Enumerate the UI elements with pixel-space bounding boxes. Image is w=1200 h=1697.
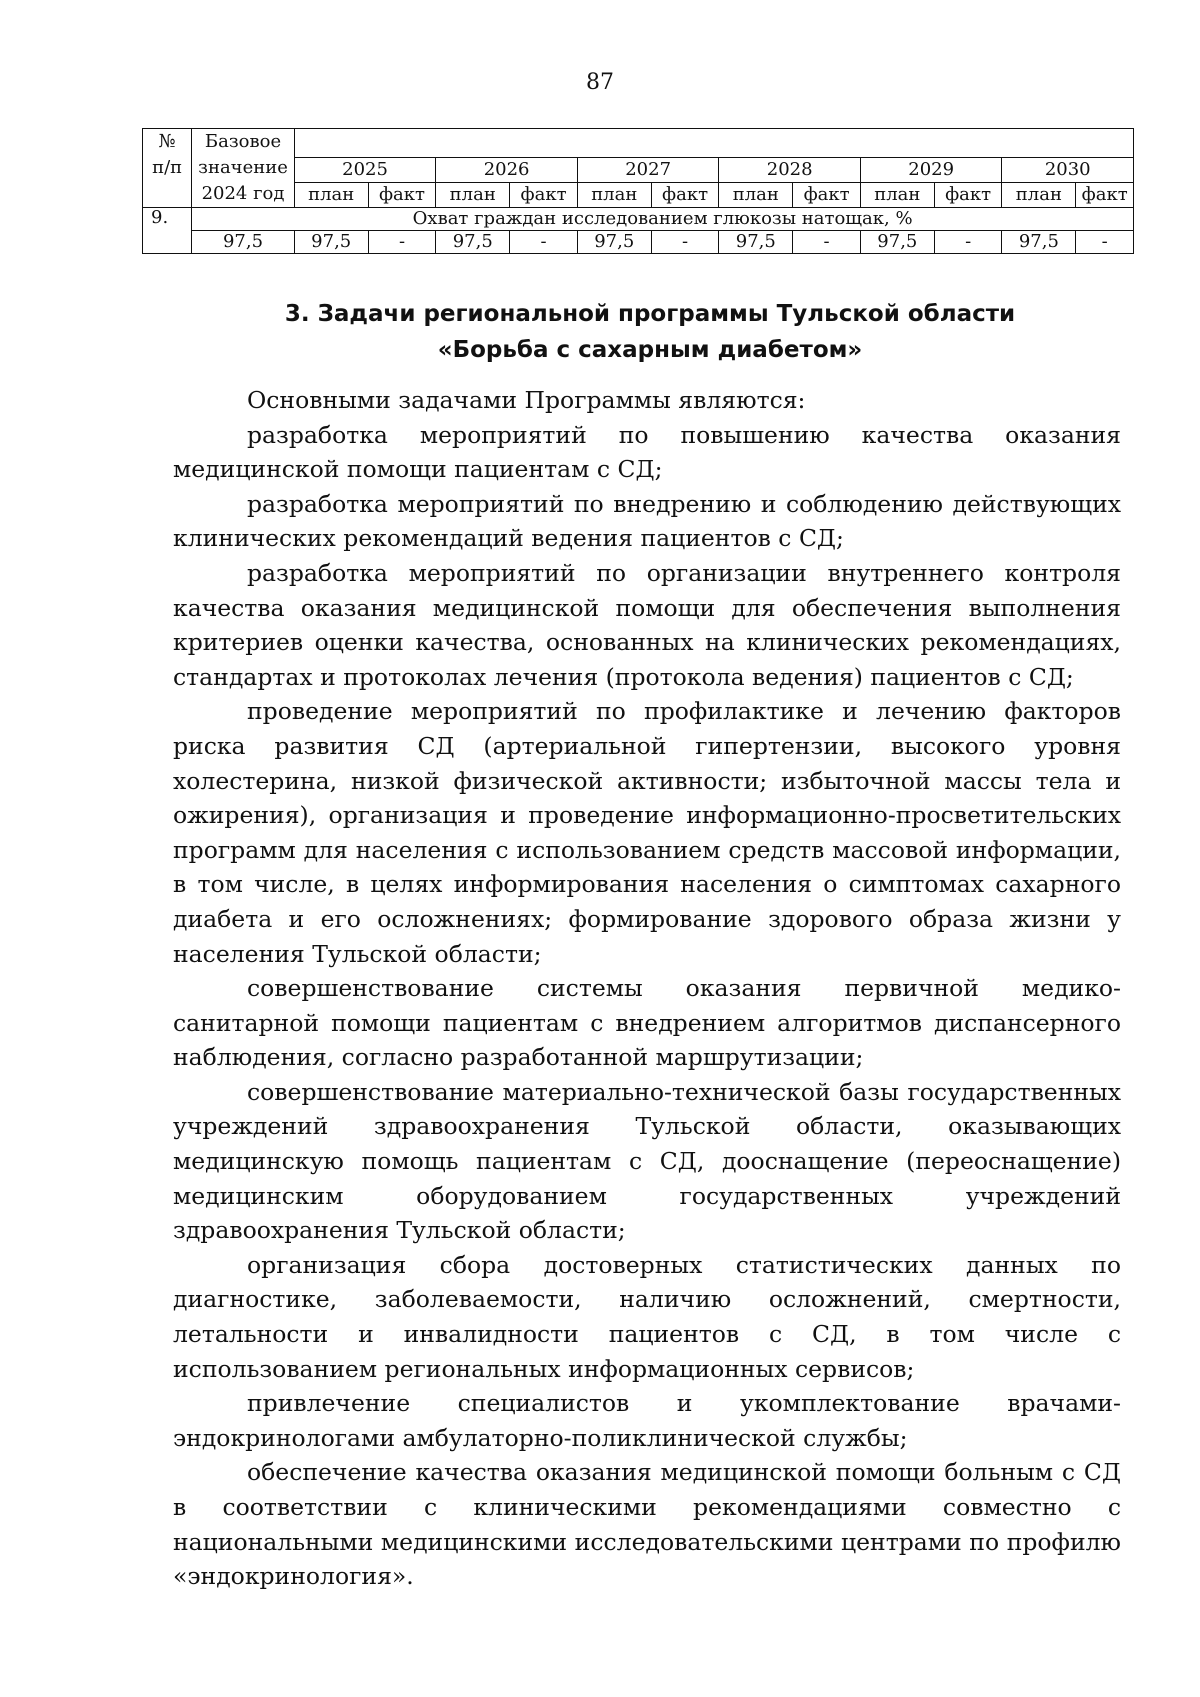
plan-header: план <box>577 183 651 208</box>
paragraph: разработка мероприятий по повышению качества оказания медицинской помощи пациентам с СД; <box>173 420 1121 484</box>
header-number-cell <box>143 129 192 208</box>
header-base-line: значение <box>198 157 288 178</box>
header-base-cell <box>192 129 295 208</box>
plan-value-cell: 97,5 <box>436 231 510 254</box>
fact-header: факт <box>368 183 436 208</box>
year-header: 2030 <box>1002 158 1134 183</box>
fact-value-cell: - <box>793 231 861 254</box>
section-heading <box>160 296 1140 368</box>
paragraph: разработка мероприятий по организации внутреннего контроля качества оказания медицинской помощи для обеспечения выполнения критериев оценки качества, основанных на клинических рекомендациях, стандартах и протоколах лечения (протокола ведения) пациентов с СД; <box>173 558 1121 691</box>
paragraph: проведение мероприятий по профилактике и лечению факторов риска развития СД (артериальной гипертензии, высокого уровня холестерина, низкой физической активности; избыточной массы тела и ожирения), организация и проведение информационно-просветительских программ для населения с использованием средств массовой информации, в том числе, в целях информирования населения о симптомах сахарного диабета и его осложнениях; формирование здорового образа жизни у населения Тульской области; <box>173 697 1121 968</box>
plan-value-cell: 97,5 <box>860 231 934 254</box>
section-heading-line: 3. Задачи региональной программы Тульской области <box>284 301 1016 327</box>
fact-header: факт <box>510 183 578 208</box>
header-empty-cell <box>294 129 1133 158</box>
year-header: 2027 <box>577 158 719 183</box>
row-title: Охват граждан исследованием глюкозы натощак, % <box>192 208 1134 231</box>
plan-header: план <box>294 183 368 208</box>
paragraph: организация сбора достоверных статистических данных по диагностике, заболеваемости, наличию осложнений, смертности, летальности и инвалидности пациентов с СД, в том числе с использованием региональных информационных сервисов; <box>173 1250 1121 1383</box>
fact-value-cell: - <box>368 231 436 254</box>
paragraph: Основными задачами Программы являются: <box>247 386 806 414</box>
page-number: 87 <box>586 70 614 95</box>
fact-value-cell: - <box>934 231 1002 254</box>
plan-header: план <box>719 183 793 208</box>
plan-value-cell: 97,5 <box>294 231 368 254</box>
header-number-line: № <box>158 131 176 152</box>
body-text <box>173 383 1121 1594</box>
fact-header: факт <box>793 183 861 208</box>
header-base-line: Базовое <box>204 131 282 152</box>
paragraph: разработка мероприятий по внедрению и соблюдению действующих клинических рекомендаций ведения пациентов с СД; <box>173 489 1121 553</box>
section-heading-line: «Борьба с сахарным диабетом» <box>437 337 863 363</box>
paragraph: совершенствование системы оказания первичной медико-санитарной помощи пациентам с внедрением алгоритмов диспансерного наблюдения, согласно разработанной маршрутизации; <box>173 974 1121 1072</box>
fact-value-cell: - <box>1076 231 1134 254</box>
plan-header: план <box>1002 183 1076 208</box>
fact-value-cell: - <box>651 231 719 254</box>
paragraph: совершенствование материально-технической базы государственных учреждений здравоохранения Тульской области, оказывающих медицинскую помощь пациентам с СД, дооснащение (переоснащение) медицинским оборудованием государственных учреждений здравоохранения Тульской области; <box>173 1077 1121 1245</box>
year-header: 2025 <box>294 158 436 183</box>
plan-value-cell: 97,5 <box>577 231 651 254</box>
paragraph: обеспечение качества оказания медицинской помощи больным с СД в соответствии с клиническими рекомендациями совместно с национальными медицинскими исследовательскими центрами по профилю «эндокринология». <box>173 1458 1121 1591</box>
plan-header: план <box>436 183 510 208</box>
paragraph: привлечение специалистов и укомплектование врачами-эндокринологами амбулаторно-поликлинической службы; <box>173 1389 1121 1452</box>
fact-header: факт <box>1076 183 1134 208</box>
plan-header: план <box>860 183 934 208</box>
plan-value-cell: 97,5 <box>1002 231 1076 254</box>
year-header: 2029 <box>860 158 1002 183</box>
year-header: 2028 <box>719 158 861 183</box>
row-number: 9. <box>143 208 192 254</box>
plan-value-cell: 97,5 <box>719 231 793 254</box>
header-number-line: п/п <box>152 157 183 178</box>
header-base-line: 2024 год <box>201 183 285 204</box>
metrics-table <box>142 128 1134 254</box>
year-header: 2026 <box>436 158 578 183</box>
fact-header: факт <box>934 183 1002 208</box>
fact-header: факт <box>651 183 719 208</box>
base-value-cell: 97,5 <box>192 231 295 254</box>
fact-value-cell: - <box>510 231 578 254</box>
